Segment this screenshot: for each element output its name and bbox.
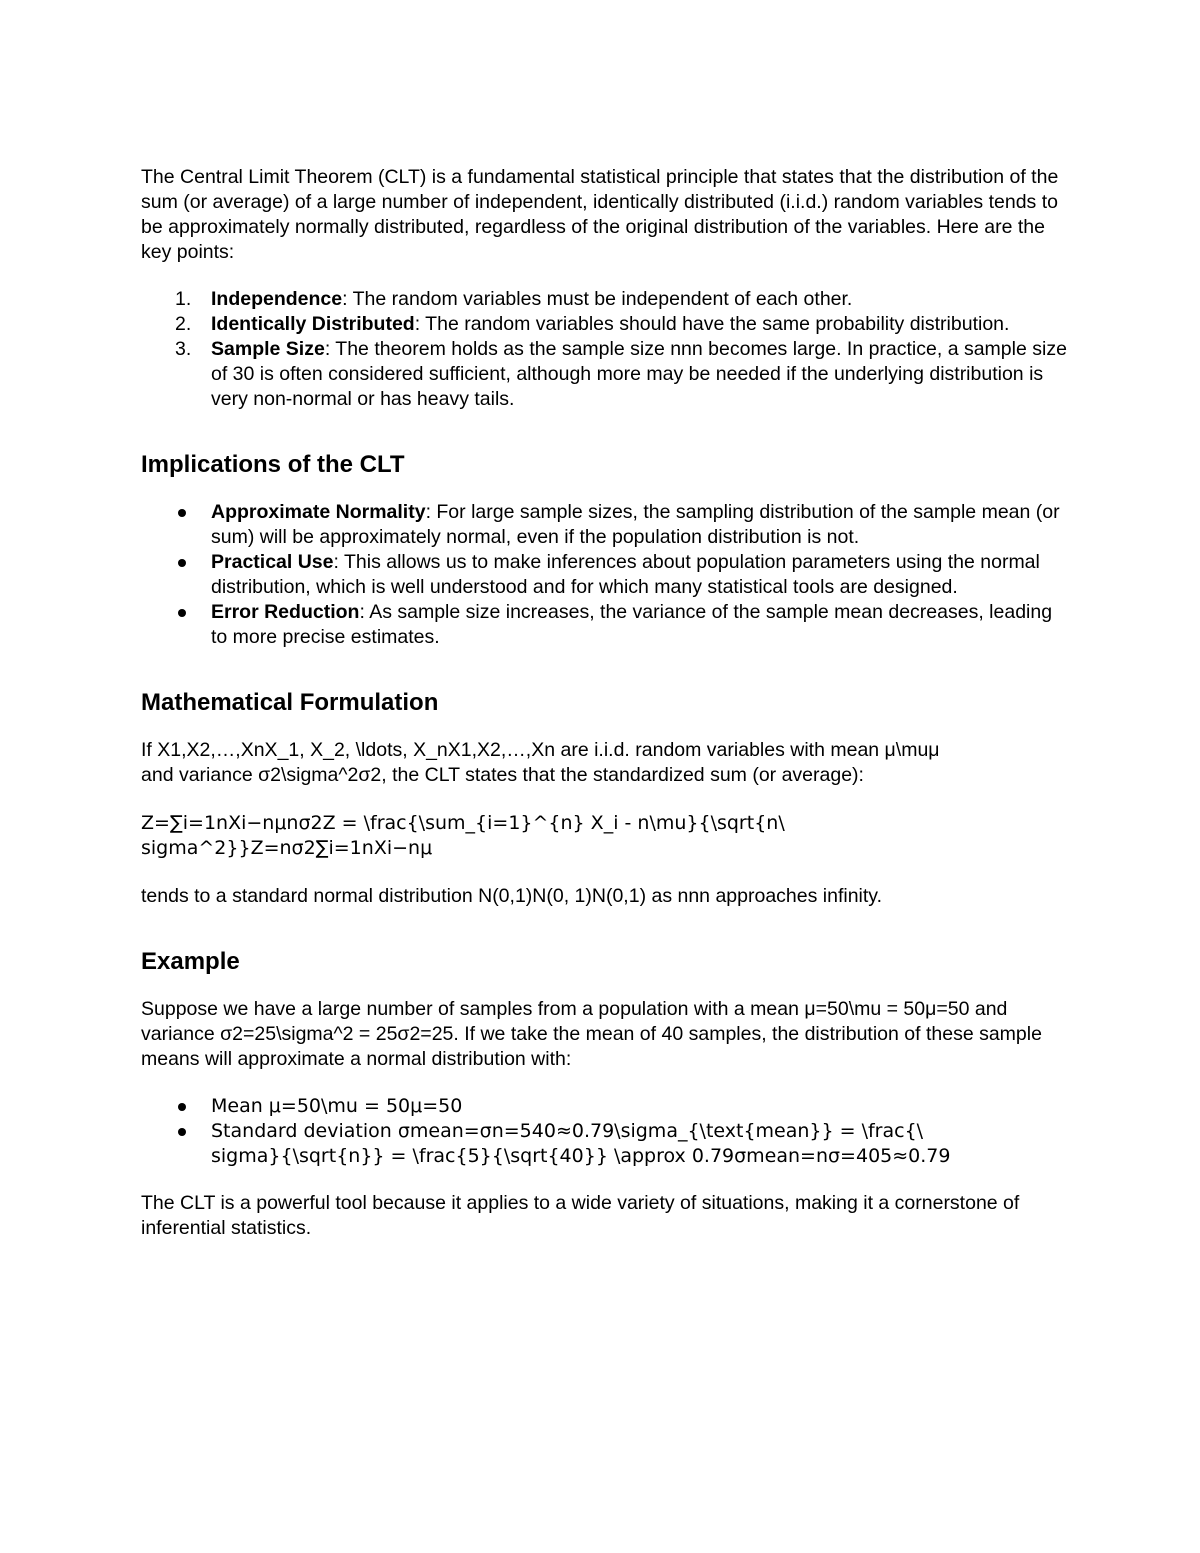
formula-block [141, 811, 1071, 861]
item-text: : As sample size increases, the variance of the sample mean decreases, leading to more precise estimates. [211, 601, 1053, 648]
text-line: and variance σ2\sigma^2σ2, the CLT states that the standardized sum (or average): [141, 764, 864, 786]
list-item [141, 287, 1071, 312]
bullet-icon [178, 509, 186, 517]
list-item [141, 337, 1071, 412]
section-heading: Implications of the CLT [141, 451, 405, 478]
item-text: : The random variables must be independent of each other. [342, 288, 853, 310]
example-list [141, 1094, 1071, 1169]
list-item [141, 1119, 1071, 1169]
list-number: 3. [175, 338, 192, 360]
list-item [141, 500, 1071, 550]
document-page [141, 165, 1071, 1241]
list-number: 2. [175, 313, 192, 335]
list-number: 1. [175, 288, 192, 310]
term-label: Identically Distributed [211, 313, 415, 335]
formula-line: Z=∑i=1nXi−nμnσ2Z = \frac{\sum_{i=1}^{n} X_i - n\mu}{\sqrt{n\ [141, 812, 785, 834]
formula-line: sigma^2}}Z=nσ2∑i=1nXi−nμ [141, 837, 433, 859]
list-item [141, 550, 1071, 600]
list-item [141, 312, 1071, 337]
intro-paragraph: The Central Limit Theorem (CLT) is a fundamental statistical principle that states that the distribution of the sum (or average) of a large number of independent, identically distributed (i.i.d.) random variables tends to be approximately normally distributed, regardless of the original distribution of the variables. Here are the key points: [141, 166, 1059, 263]
item-text: : This allows us to make inferences about population parameters using the normal distribution, which is well understood and for which many statistical tools are designed. [211, 551, 1040, 598]
bullet-icon [178, 609, 186, 617]
term-label: Sample Size [211, 338, 325, 360]
item-text: : The theorem holds as the sample size nnn becomes large. In practice, a sample size of 30 is often considered sufficient, although more may be needed if the underlying distribution is very non-normal or has heavy tails. [211, 338, 1067, 410]
math-paragraph: tends to a standard normal distribution N(0,1)N(0, 1)N(0,1) as nnn approaches infinity. [141, 885, 883, 907]
term-label: Approximate Normality [211, 501, 426, 523]
section-heading: Example [141, 948, 240, 975]
section-heading: Mathematical Formulation [141, 689, 439, 716]
list-item [141, 600, 1071, 650]
bullet-icon [178, 1103, 186, 1111]
conclusion-paragraph: The CLT is a powerful tool because it applies to a wide variety of situations, making it a cornerstone of inferential statistics. [141, 1192, 1020, 1239]
item-text: Mean μ=50\mu = 50μ=50 [211, 1095, 463, 1117]
bullet-icon [178, 1128, 186, 1136]
example-paragraph: Suppose we have a large number of samples from a population with a mean μ=50\mu = 50μ=50 and variance σ2=25\sigma^2 = 25σ2=25. If we take the mean of 40 samples, the distribution of these sample means will approximate a normal distribution with: [141, 998, 1042, 1070]
list-item [141, 1094, 1071, 1119]
key-points-list [141, 287, 1071, 412]
item-text: sigma}{\sqrt{n}} = \frac{5}{\sqrt{40}} \approx 0.79σmean=nσ=405≈0.79 [211, 1145, 951, 1167]
term-label: Practical Use [211, 551, 334, 573]
item-text: : The random variables should have the same probability distribution. [414, 313, 1010, 335]
term-label: Independence [211, 288, 343, 310]
text-line: If X1,X2,…,XnX_1, X_2, \ldots, X_nX1,X2,…,Xn are i.i.d. random variables with mean μ\muμ [141, 739, 940, 761]
term-label: Error Reduction [211, 601, 360, 623]
item-text: Standard deviation σmean=σn=540≈0.79\sigma_{\text{mean}} = \frac{\ [211, 1120, 924, 1142]
item-text: : For large sample sizes, the sampling distribution of the sample mean (or sum) will be approximately normal, even if the population distribution is not. [211, 501, 1060, 548]
bullet-icon [178, 559, 186, 567]
implications-list [141, 500, 1071, 650]
math-paragraph [141, 738, 1071, 788]
